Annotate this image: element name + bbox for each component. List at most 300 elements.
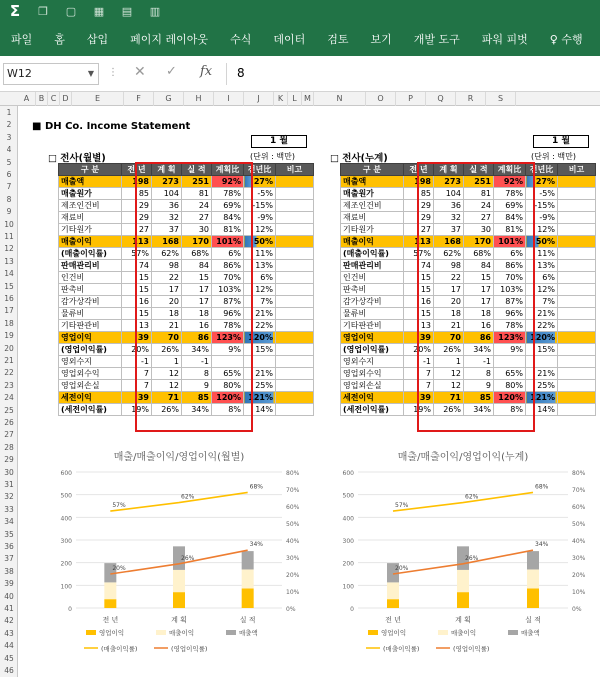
table-cell[interactable]: 24 — [464, 200, 494, 212]
table-cell[interactable]: 37 — [152, 224, 182, 236]
ribbon-tab-2[interactable]: 삽입 — [86, 33, 109, 46]
table-cell[interactable]: 74 — [404, 260, 434, 272]
table-cell[interactable]: 70 — [434, 332, 464, 344]
table-cell[interactable]: 69% — [494, 200, 526, 212]
table-cell[interactable]: 70% — [212, 272, 244, 284]
table-cell[interactable]: 98 — [152, 260, 182, 272]
table-cell[interactable]: 34% — [464, 344, 494, 356]
table-cell[interactable]: 65% — [212, 368, 244, 380]
table-cell[interactable]: 36 — [152, 200, 182, 212]
table-cell[interactable]: 27 — [122, 224, 152, 236]
table-cell[interactable]: 15 — [122, 284, 152, 296]
table-cell[interactable]: 84% — [212, 212, 244, 224]
table-cell[interactable]: 198 — [122, 176, 152, 188]
table-cell[interactable]: 96% — [212, 308, 244, 320]
table-cell[interactable]: 15 — [464, 272, 494, 284]
row-header-19[interactable]: 19 — [4, 331, 14, 341]
remark-cell[interactable] — [276, 368, 314, 380]
row-header-3[interactable]: 3 — [6, 132, 12, 142]
table-cell[interactable]: 74 — [122, 260, 152, 272]
table-cell[interactable]: 34% — [182, 344, 212, 356]
ribbon-tab-1[interactable]: 홈 — [54, 33, 65, 46]
row-header-8[interactable]: 8 — [6, 194, 12, 204]
formula-input[interactable]: 8 — [226, 63, 600, 85]
chevron-down-icon[interactable]: ▼ — [87, 69, 94, 78]
column-header-O[interactable]: O — [366, 92, 396, 106]
table-cell[interactable]: 26% — [434, 344, 464, 356]
table-cell[interactable]: 6% — [494, 248, 526, 260]
table-cell[interactable]: -9% — [244, 212, 276, 224]
table-cell[interactable]: 170 — [182, 236, 212, 248]
ribbon-tab-6[interactable]: 검토 — [327, 33, 349, 46]
table-cell[interactable]: 273 — [152, 176, 182, 188]
remark-cell[interactable] — [558, 188, 596, 200]
table-cell[interactable]: 86 — [182, 332, 212, 344]
ribbon-tab-10[interactable]: ♀ 수행 — [549, 33, 583, 46]
table-cell[interactable]: 39 — [404, 332, 434, 344]
table-cell[interactable]: 30 — [182, 224, 212, 236]
more-icon[interactable]: ⋮ — [108, 67, 118, 78]
table-cell[interactable] — [526, 356, 558, 368]
ribbon-tab-4[interactable]: 수식 — [230, 33, 252, 46]
table-cell[interactable]: 123% — [212, 332, 244, 344]
table-cell[interactable]: 78% — [494, 188, 526, 200]
remark-cell[interactable] — [558, 236, 596, 248]
table-cell[interactable]: -15% — [526, 200, 558, 212]
column-header-Q[interactable]: Q — [426, 92, 456, 106]
worksheet[interactable] — [18, 106, 600, 677]
remark-cell[interactable] — [558, 356, 596, 368]
remark-cell[interactable] — [276, 296, 314, 308]
remark-cell[interactable] — [558, 176, 596, 188]
row-header-13[interactable]: 13 — [4, 256, 14, 266]
remark-cell[interactable] — [558, 248, 596, 260]
table-cell[interactable]: 12 — [434, 380, 464, 392]
table-cell[interactable]: 69% — [212, 200, 244, 212]
table-cell[interactable]: 85 — [122, 188, 152, 200]
remark-cell[interactable] — [276, 224, 314, 236]
table-cell[interactable]: 15 — [122, 272, 152, 284]
table-cell[interactable]: 16 — [122, 296, 152, 308]
column-header-B[interactable]: B — [36, 92, 48, 106]
table-cell[interactable]: 101% — [212, 236, 244, 248]
table-cell[interactable]: 71 — [434, 392, 464, 404]
table-cell[interactable]: 92% — [212, 176, 244, 188]
row-header-9[interactable]: 9 — [6, 207, 12, 217]
table-cell[interactable]: 26% — [152, 404, 182, 416]
ribbon-tab-9[interactable]: 파워 피벗 — [481, 33, 528, 46]
row-header-7[interactable]: 7 — [6, 182, 12, 192]
table-cell[interactable]: 84% — [494, 212, 526, 224]
table-cell[interactable]: 39 — [122, 392, 152, 404]
table-cell[interactable]: -5% — [526, 188, 558, 200]
table-cell[interactable]: 25% — [244, 380, 276, 392]
table-cell[interactable]: 16 — [182, 320, 212, 332]
table-cell[interactable]: 50% — [526, 236, 558, 248]
table-cell[interactable]: 62% — [434, 248, 464, 260]
ribbon-tab-7[interactable]: 보기 — [370, 33, 392, 46]
row-header-21[interactable]: 21 — [4, 356, 14, 365]
table-cell[interactable]: -9% — [526, 212, 558, 224]
table-cell[interactable]: 7% — [244, 296, 276, 308]
remark-cell[interactable] — [276, 404, 314, 416]
remark-cell[interactable] — [276, 380, 314, 392]
table-cell[interactable]: 15% — [244, 344, 276, 356]
table-cell[interactable]: 18 — [434, 308, 464, 320]
table-cell[interactable]: 6% — [212, 248, 244, 260]
table-cell[interactable]: 11% — [244, 248, 276, 260]
table-cell[interactable]: 13% — [526, 260, 558, 272]
table-cell[interactable]: 22% — [244, 320, 276, 332]
table-cell[interactable]: 1 — [152, 356, 182, 368]
column-header-K[interactable]: K — [274, 92, 288, 106]
row-header-39[interactable]: 39 — [4, 579, 14, 589]
column-header-D[interactable]: D — [60, 92, 72, 106]
table-cell[interactable]: 85 — [404, 188, 434, 200]
table-cell[interactable]: 11% — [526, 248, 558, 260]
table-cell[interactable]: 7 — [404, 380, 434, 392]
table-cell[interactable]: 120% — [526, 332, 558, 344]
table-cell[interactable]: 85 — [182, 392, 212, 404]
table-cell[interactable]: 12 — [152, 380, 182, 392]
table-cell[interactable]: 104 — [152, 188, 182, 200]
table-cell[interactable]: 7% — [526, 296, 558, 308]
cancel-icon[interactable]: ✕ — [134, 64, 146, 80]
remark-cell[interactable] — [276, 308, 314, 320]
table-cell[interactable]: 9% — [494, 344, 526, 356]
row-header-31[interactable]: 31 — [4, 480, 14, 489]
row-header-1[interactable]: 1 — [6, 108, 12, 117]
table-cell[interactable]: 26% — [152, 344, 182, 356]
row-header-18[interactable]: 18 — [4, 318, 14, 328]
row-header-28[interactable]: 28 — [4, 442, 14, 452]
column-header-R[interactable]: R — [456, 92, 486, 106]
row-header-24[interactable]: 24 — [4, 393, 14, 403]
table-cell[interactable]: 27 — [464, 212, 494, 224]
table-cell[interactable]: 81% — [212, 224, 244, 236]
table-cell[interactable]: 36 — [434, 200, 464, 212]
table-cell[interactable]: 80% — [494, 380, 526, 392]
table-cell[interactable]: 34% — [182, 404, 212, 416]
table-cell[interactable]: 85 — [464, 392, 494, 404]
row-header-12[interactable]: 12 — [4, 244, 14, 254]
row-header-11[interactable]: 11 — [4, 232, 14, 241]
copy-icon[interactable]: ❐ — [38, 4, 48, 18]
table-cell[interactable]: 84 — [182, 260, 212, 272]
table-cell[interactable]: 18 — [464, 308, 494, 320]
remark-cell[interactable] — [558, 380, 596, 392]
table-cell[interactable]: 12% — [244, 284, 276, 296]
column-header-F[interactable]: F — [124, 92, 154, 106]
table-cell[interactable]: 121% — [526, 392, 558, 404]
table-cell[interactable]: 21% — [244, 368, 276, 380]
remark-cell[interactable] — [276, 392, 314, 404]
table-cell[interactable]: 18 — [182, 308, 212, 320]
row-header-26[interactable]: 26 — [4, 418, 14, 427]
column-header-L[interactable]: L — [288, 92, 302, 106]
table-cell[interactable]: 84 — [464, 260, 494, 272]
table-cell[interactable]: 101% — [494, 236, 526, 248]
table-cell[interactable]: 22% — [526, 320, 558, 332]
remark-cell[interactable] — [276, 200, 314, 212]
table-cell[interactable]: 15 — [404, 284, 434, 296]
ribbon-tab-5[interactable]: 데이터 — [273, 33, 306, 46]
table-cell[interactable]: 98 — [434, 260, 464, 272]
table-cell[interactable]: 24 — [182, 200, 212, 212]
table-cell[interactable]: 86% — [212, 260, 244, 272]
autosum-icon[interactable]: Σ — [9, 2, 21, 20]
table-cell[interactable]: 80% — [212, 380, 244, 392]
table-cell[interactable]: 120% — [212, 392, 244, 404]
insert-function-button[interactable]: fx — [200, 64, 213, 79]
table-cell[interactable]: 121% — [244, 392, 276, 404]
table-cell[interactable]: 21 — [434, 320, 464, 332]
column-header-N[interactable]: N — [314, 92, 366, 106]
name-box[interactable] — [3, 63, 99, 85]
remark-cell[interactable] — [558, 272, 596, 284]
row-header-20[interactable]: 20 — [4, 343, 14, 353]
table-cell[interactable]: -1 — [404, 356, 434, 368]
table-cell[interactable]: 20% — [404, 344, 434, 356]
row-header-29[interactable]: 29 — [4, 455, 14, 465]
table-cell[interactable]: 96% — [494, 308, 526, 320]
row-header-44[interactable]: 44 — [4, 641, 14, 651]
table-cell[interactable]: 251 — [182, 176, 212, 188]
table-cell[interactable]: 68% — [182, 248, 212, 260]
remark-cell[interactable] — [558, 296, 596, 308]
table-cell[interactable]: 62% — [152, 248, 182, 260]
table-cell[interactable]: 103% — [212, 284, 244, 296]
table-cell[interactable]: 21% — [244, 308, 276, 320]
table-cell[interactable]: 6% — [526, 272, 558, 284]
table-cell[interactable]: 29 — [122, 200, 152, 212]
remark-cell[interactable] — [558, 404, 596, 416]
table-cell[interactable]: 12 — [152, 368, 182, 380]
remark-cell[interactable] — [276, 344, 314, 356]
table-cell[interactable]: 17 — [182, 284, 212, 296]
table-cell[interactable] — [244, 356, 276, 368]
remark-cell[interactable] — [558, 320, 596, 332]
table-cell[interactable]: 13 — [404, 320, 434, 332]
table-cell[interactable]: 92% — [494, 176, 526, 188]
remark-cell[interactable] — [276, 212, 314, 224]
table-cell[interactable]: 8% — [212, 404, 244, 416]
table-cell[interactable]: 113 — [404, 236, 434, 248]
table-cell[interactable]: 21% — [526, 368, 558, 380]
table-cell[interactable]: 9 — [182, 380, 212, 392]
table-cell[interactable]: 14% — [526, 404, 558, 416]
table-cell[interactable]: 32 — [152, 212, 182, 224]
remark-cell[interactable] — [558, 212, 596, 224]
table-cell[interactable]: 30 — [464, 224, 494, 236]
table-cell[interactable]: 17 — [182, 296, 212, 308]
paste-icon[interactable]: ▢ — [65, 4, 77, 18]
row-header-34[interactable]: 34 — [4, 517, 14, 527]
row-header-38[interactable]: 38 — [4, 566, 14, 576]
table-cell[interactable]: 29 — [404, 200, 434, 212]
table-cell[interactable]: 22 — [152, 272, 182, 284]
row-header-25[interactable]: 25 — [4, 405, 14, 415]
table-cell[interactable]: 25% — [526, 380, 558, 392]
table-cell[interactable]: 12 — [434, 368, 464, 380]
table-cell[interactable]: 12% — [526, 224, 558, 236]
table-cell[interactable]: 27 — [182, 212, 212, 224]
table-cell[interactable]: 15 — [122, 308, 152, 320]
table-cell[interactable]: 78% — [212, 320, 244, 332]
row-header-16[interactable]: 16 — [4, 294, 14, 303]
remark-cell[interactable] — [558, 332, 596, 344]
table-cell[interactable]: 9 — [464, 380, 494, 392]
table-cell[interactable]: 87% — [212, 296, 244, 308]
row-header-32[interactable]: 32 — [4, 492, 14, 502]
table-cell[interactable]: 13 — [122, 320, 152, 332]
table-cell[interactable]: 17 — [464, 296, 494, 308]
row-header-42[interactable]: 42 — [4, 616, 14, 626]
remark-cell[interactable] — [276, 236, 314, 248]
column-header-I[interactable]: I — [214, 92, 244, 106]
table-cell[interactable]: 34% — [464, 404, 494, 416]
table-cell[interactable]: 17 — [152, 284, 182, 296]
table-cell[interactable]: 198 — [404, 176, 434, 188]
table-cell[interactable]: 15 — [404, 308, 434, 320]
column-header-A[interactable]: A — [18, 92, 36, 106]
table-cell[interactable] — [212, 356, 244, 368]
row-header-30[interactable]: 30 — [4, 467, 14, 477]
table-cell[interactable]: -1 — [464, 356, 494, 368]
row-header-40[interactable]: 40 — [4, 591, 14, 601]
remark-cell[interactable] — [558, 392, 596, 404]
table-cell[interactable]: 65% — [494, 368, 526, 380]
table-cell[interactable]: 81% — [494, 224, 526, 236]
table-cell[interactable]: 68% — [464, 248, 494, 260]
remark-cell[interactable] — [558, 308, 596, 320]
row-header-27[interactable]: 27 — [4, 430, 14, 440]
table-cell[interactable]: 18 — [152, 308, 182, 320]
table-cell[interactable]: 81 — [464, 188, 494, 200]
table-cell[interactable]: 26% — [434, 404, 464, 416]
table-cell[interactable]: 27% — [526, 176, 558, 188]
row-header-37[interactable]: 37 — [4, 554, 14, 564]
table-cell[interactable]: 1 — [434, 356, 464, 368]
remark-cell[interactable] — [276, 176, 314, 188]
column-header-P[interactable]: P — [396, 92, 426, 106]
table-cell[interactable]: 7 — [404, 368, 434, 380]
column-header-M[interactable]: M — [302, 92, 314, 106]
row-header-33[interactable]: 33 — [4, 504, 14, 514]
table-cell[interactable]: 123% — [494, 332, 526, 344]
table-cell[interactable]: 37 — [434, 224, 464, 236]
row-header-36[interactable]: 36 — [4, 542, 14, 551]
table-cell[interactable]: 16 — [404, 296, 434, 308]
remark-cell[interactable] — [558, 368, 596, 380]
remark-cell[interactable] — [276, 356, 314, 368]
check-icon[interactable]: ✓ — [166, 64, 177, 79]
row-header-5[interactable]: 5 — [6, 157, 12, 167]
row-header-22[interactable]: 22 — [4, 368, 14, 378]
column-header-J[interactable]: J — [244, 92, 274, 106]
table-cell[interactable]: -1 — [182, 356, 212, 368]
table-cell[interactable]: 8 — [464, 368, 494, 380]
table-cell[interactable]: 86 — [464, 332, 494, 344]
row-header-14[interactable]: 14 — [4, 269, 14, 279]
remark-cell[interactable] — [276, 320, 314, 332]
table-cell[interactable]: 19% — [404, 404, 434, 416]
column-header-E[interactable]: E — [72, 92, 124, 106]
column-header-S[interactable]: S — [486, 92, 516, 106]
table-icon[interactable]: ▤ — [121, 4, 133, 18]
table-cell[interactable]: -1 — [122, 356, 152, 368]
table-cell[interactable]: 9% — [212, 344, 244, 356]
table-cell[interactable]: 120% — [244, 332, 276, 344]
row-header-17[interactable]: 17 — [4, 306, 14, 316]
row-header-2[interactable]: 2 — [6, 120, 12, 130]
table-cell[interactable]: 50% — [244, 236, 276, 248]
table-cell[interactable]: -15% — [244, 200, 276, 212]
row-header-23[interactable]: 23 — [4, 380, 14, 390]
table-cell[interactable]: 17 — [464, 284, 494, 296]
row-header-41[interactable]: 41 — [4, 604, 14, 613]
form-icon[interactable]: ▥ — [149, 4, 161, 18]
chart-cumulative[interactable] — [330, 442, 596, 677]
table-cell[interactable]: 70 — [152, 332, 182, 344]
grid-icon[interactable]: ▦ — [93, 4, 105, 18]
table-cell[interactable] — [494, 356, 526, 368]
table-cell[interactable]: 39 — [404, 392, 434, 404]
table-cell[interactable]: 16 — [464, 320, 494, 332]
ribbon-tab-0[interactable]: 파일 — [11, 33, 33, 46]
table-cell[interactable]: 168 — [152, 236, 182, 248]
table-cell[interactable]: 20% — [122, 344, 152, 356]
remark-cell[interactable] — [276, 332, 314, 344]
table-cell[interactable]: 86% — [494, 260, 526, 272]
table-cell[interactable]: 20 — [434, 296, 464, 308]
table-cell[interactable]: 39 — [122, 332, 152, 344]
table-cell[interactable]: 57% — [404, 248, 434, 260]
table-cell[interactable]: 78% — [212, 188, 244, 200]
table-cell[interactable]: 57% — [122, 248, 152, 260]
table-cell[interactable]: 273 — [434, 176, 464, 188]
table-cell[interactable]: 251 — [464, 176, 494, 188]
chart-monthly[interactable] — [48, 442, 310, 677]
table-cell[interactable]: 15% — [526, 344, 558, 356]
ribbon-tab-3[interactable]: 페이지 레이아웃 — [130, 33, 209, 46]
remark-cell[interactable] — [558, 284, 596, 296]
remark-cell[interactable] — [276, 284, 314, 296]
table-cell[interactable]: 27 — [404, 224, 434, 236]
table-cell[interactable]: 12% — [526, 284, 558, 296]
table-cell[interactable]: 103% — [494, 284, 526, 296]
table-cell[interactable]: 21 — [152, 320, 182, 332]
table-cell[interactable]: 104 — [434, 188, 464, 200]
remark-cell[interactable] — [276, 188, 314, 200]
table-cell[interactable]: 19% — [122, 404, 152, 416]
table-cell[interactable]: 6% — [244, 272, 276, 284]
row-header-15[interactable]: 15 — [4, 281, 14, 291]
table-cell[interactable]: 170 — [464, 236, 494, 248]
remark-cell[interactable] — [276, 260, 314, 272]
table-cell[interactable]: 120% — [494, 392, 526, 404]
table-cell[interactable]: 20 — [152, 296, 182, 308]
table-cell[interactable]: 22 — [434, 272, 464, 284]
table-cell[interactable]: 168 — [434, 236, 464, 248]
row-header-43[interactable]: 43 — [4, 628, 14, 638]
table-cell[interactable]: 15 — [182, 272, 212, 284]
table-cell[interactable]: 29 — [404, 212, 434, 224]
table-cell[interactable]: 17 — [434, 284, 464, 296]
row-header-6[interactable]: 6 — [6, 170, 12, 179]
row-header-35[interactable]: 35 — [4, 529, 14, 539]
table-cell[interactable]: 113 — [122, 236, 152, 248]
